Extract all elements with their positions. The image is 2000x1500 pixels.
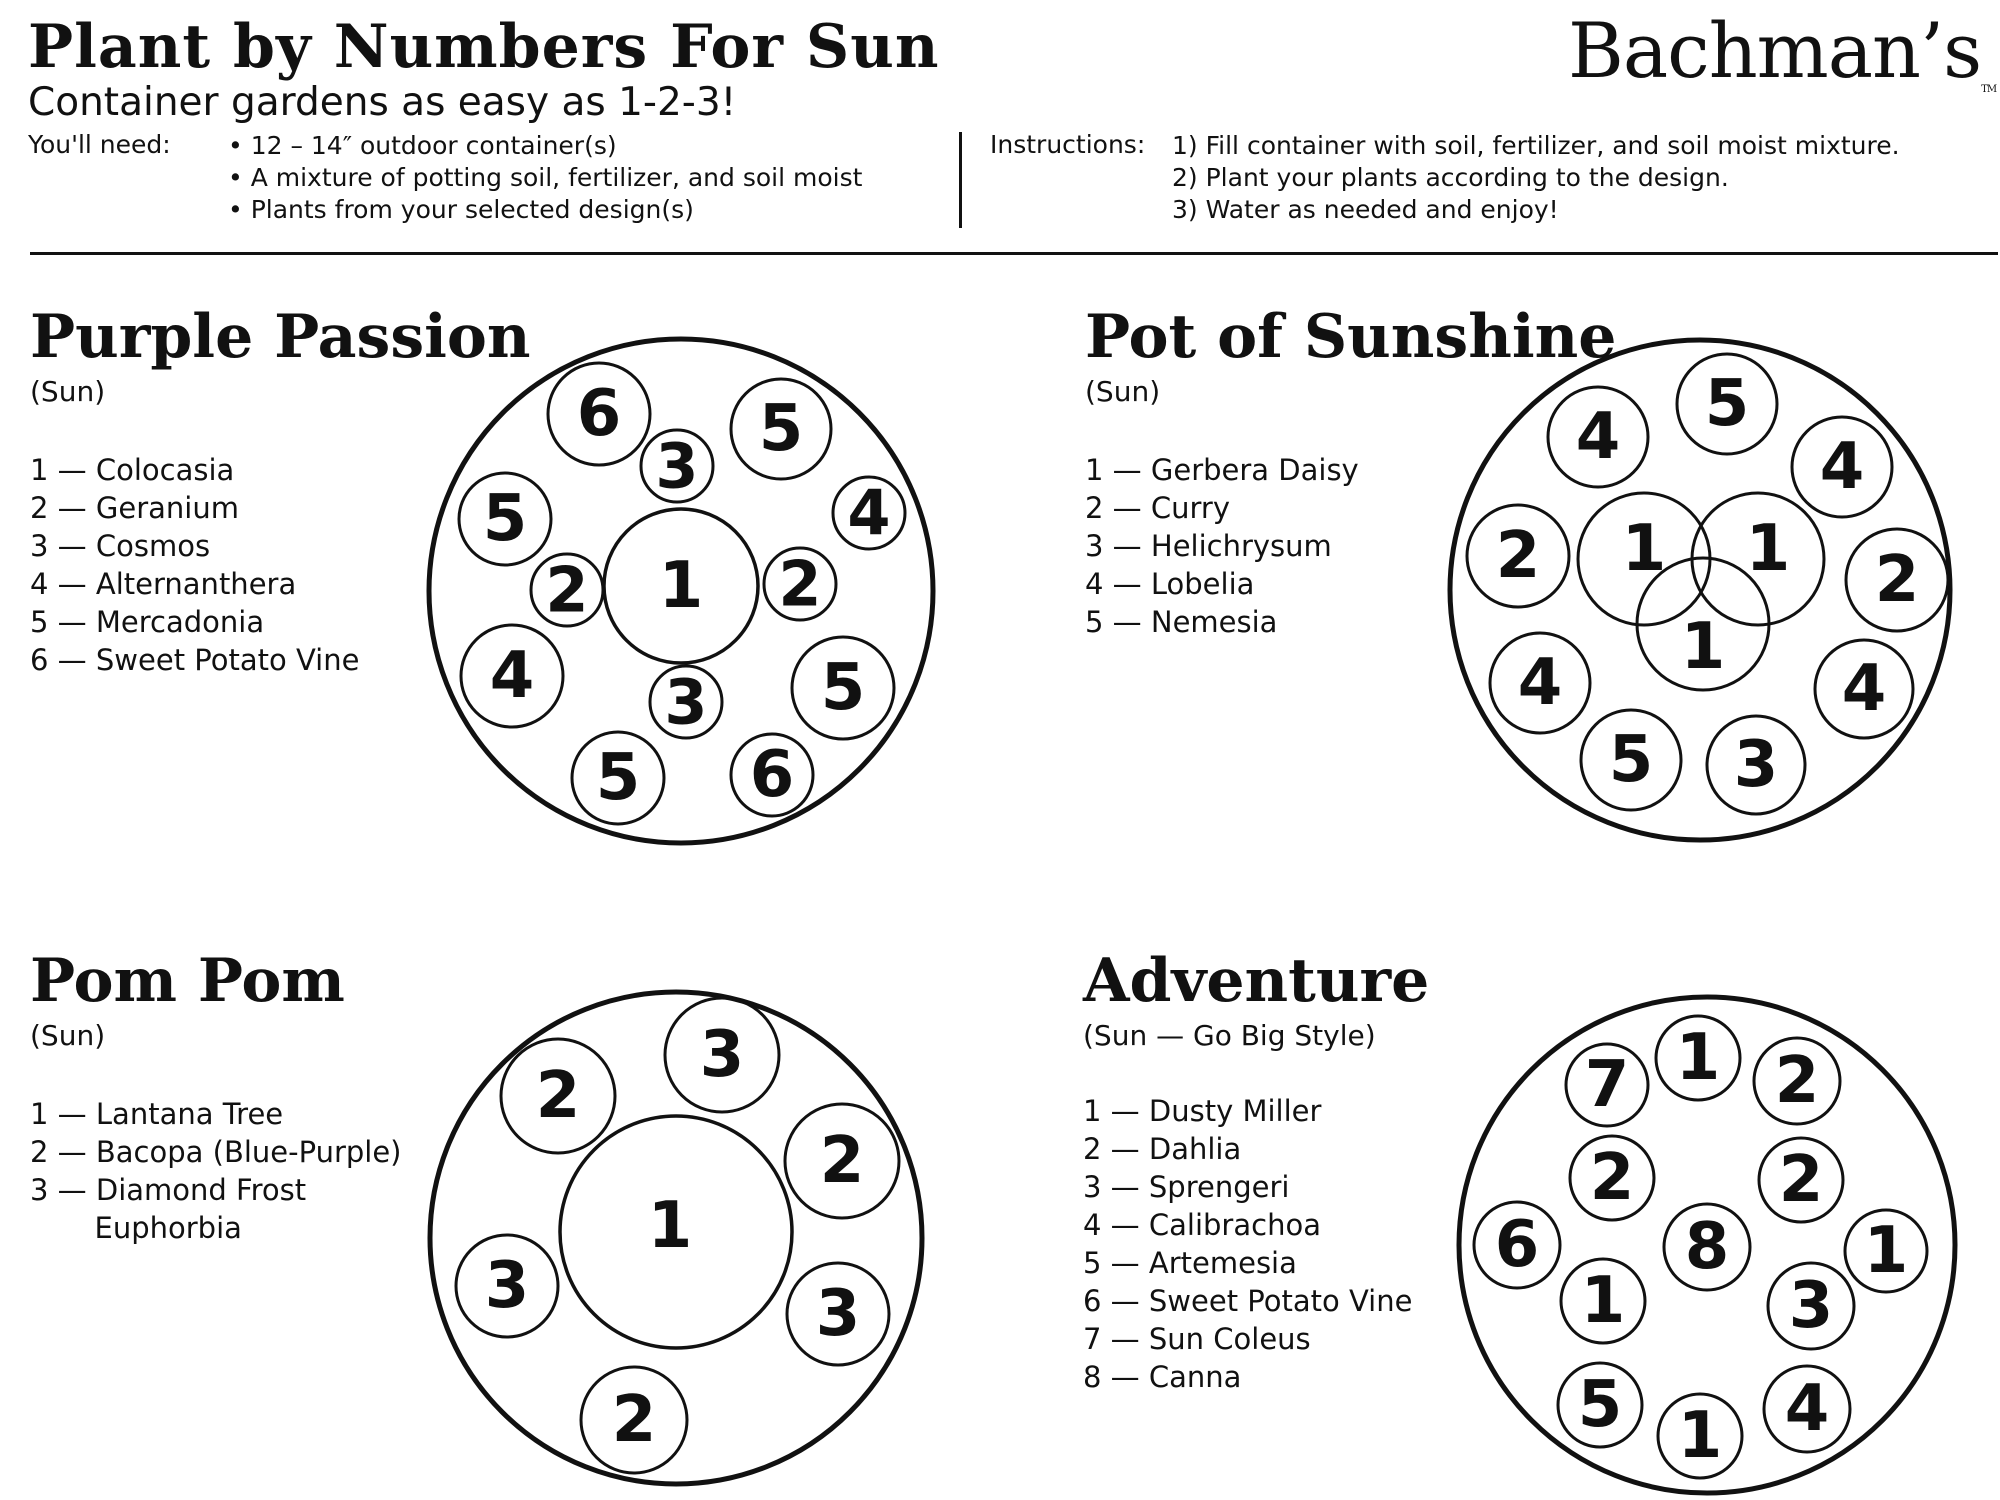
plant-number: 4 xyxy=(847,476,891,550)
plant-number: 2 xyxy=(545,553,589,627)
plant-number: 4 xyxy=(489,639,535,713)
plant-number: 3 xyxy=(484,1249,530,1323)
legend-item: Euphorbia xyxy=(30,1211,242,1245)
instruction-step: 1) Fill container with soil, fertilizer, and soil moist mixture. xyxy=(1172,131,1900,160)
plant-number: 1 xyxy=(647,1189,693,1263)
legend-item: 1 — Colocasia xyxy=(30,453,235,487)
plant-number: 4 xyxy=(1575,400,1621,474)
plant-number: 8 xyxy=(1684,1210,1730,1284)
plant-spot xyxy=(1664,1204,1750,1290)
legend-item: 1 — Dusty Miller xyxy=(1083,1094,1322,1128)
plant-number: 2 xyxy=(778,547,822,621)
needs-label: You'll need: xyxy=(28,130,171,159)
legend-item: 2 — Bacopa (Blue-Purple) xyxy=(30,1135,402,1169)
plant-spot xyxy=(1561,1259,1645,1343)
plant-spot xyxy=(1570,1136,1654,1220)
legend-item: 3 — Diamond Frost xyxy=(30,1173,307,1207)
instructions-label: Instructions: xyxy=(990,130,1146,159)
legend-item: 6 — Sweet Potato Vine xyxy=(1083,1284,1413,1318)
plant-number: 2 xyxy=(1778,1143,1824,1217)
legend-item: 3 — Cosmos xyxy=(30,529,211,563)
plant-number: 4 xyxy=(1517,646,1563,720)
plant-number: 1 xyxy=(1863,1214,1909,1288)
logo-text: Bachman’s xyxy=(1568,6,1982,95)
plant-spot xyxy=(1558,1363,1642,1447)
plant-spot xyxy=(1768,1263,1854,1349)
plant-number: 2 xyxy=(1774,1044,1820,1118)
needs-item: • 12 – 14″ outdoor container(s) xyxy=(228,131,617,160)
design-subtitle: (Sun) xyxy=(30,1019,106,1052)
plant-number: 7 xyxy=(1584,1048,1630,1122)
plant-number: 2 xyxy=(1495,519,1541,593)
legend-item: 4 — Alternanthera xyxy=(30,567,297,601)
plant-number: 2 xyxy=(819,1124,865,1198)
instruction-step: 3) Water as needed and enjoy! xyxy=(1172,195,1559,224)
instruction-step: 2) Plant your plants according to the design. xyxy=(1172,163,1729,192)
page-subtitle: Container gardens as easy as 1-2-3! xyxy=(28,80,737,125)
plant-number: 1 xyxy=(1745,512,1791,586)
design-subtitle: (Sun — Go Big Style) xyxy=(1083,1019,1376,1052)
legend-item: 2 — Curry xyxy=(1085,491,1231,525)
plant-number: 1 xyxy=(1677,1399,1723,1473)
design-title: Pot of Sunshine xyxy=(1085,302,1617,372)
legend-item: 3 — Sprengeri xyxy=(1083,1170,1290,1204)
design-subtitle: (Sun) xyxy=(1085,375,1161,408)
plant-number: 2 xyxy=(1589,1141,1635,1215)
needs-item: • A mixture of potting soil, fertilizer, and soil moist xyxy=(228,163,863,192)
plant-number: 1 xyxy=(1680,610,1726,684)
plant-number: 3 xyxy=(699,1018,745,1092)
plant-number: 6 xyxy=(1494,1208,1540,1282)
plant-number: 2 xyxy=(535,1059,581,1133)
plant-spot xyxy=(1656,1016,1740,1100)
plant-spot xyxy=(1759,1138,1843,1222)
plant-number: 5 xyxy=(1608,723,1654,797)
legend-item: 5 — Mercadonia xyxy=(30,605,265,639)
plant-number: 3 xyxy=(655,429,699,503)
plant-number: 5 xyxy=(1577,1368,1623,1442)
plant-number: 3 xyxy=(664,665,708,739)
plant-number: 1 xyxy=(658,549,704,623)
page-title: Plant by Numbers For Sun xyxy=(28,12,940,82)
plant-spot xyxy=(1754,1038,1840,1124)
legend-item: 4 — Lobelia xyxy=(1085,567,1255,601)
plant-spot xyxy=(1566,1044,1648,1126)
needs-item: • Plants from your selected design(s) xyxy=(228,195,694,224)
legend-item: 5 — Nemesia xyxy=(1085,605,1278,639)
design-title: Purple Passion xyxy=(30,302,531,372)
design-subtitle: (Sun) xyxy=(30,375,106,408)
legend-item: 8 — Canna xyxy=(1083,1360,1242,1394)
legend-item: 2 — Geranium xyxy=(30,491,239,525)
plant-number: 4 xyxy=(1819,430,1865,504)
plant-spot xyxy=(1764,1366,1850,1452)
plant-number: 3 xyxy=(1733,728,1779,802)
logo-trademark: TM xyxy=(1981,84,1997,95)
plant-spot xyxy=(1845,1210,1927,1292)
plant-number: 3 xyxy=(1788,1269,1834,1343)
legend-item: 3 — Helichrysum xyxy=(1085,529,1332,563)
plant-number: 6 xyxy=(576,377,622,451)
legend-item: 5 — Artemesia xyxy=(1083,1246,1297,1280)
plant-number: 2 xyxy=(611,1383,657,1457)
plant-number: 5 xyxy=(820,651,866,725)
design-title: Adventure xyxy=(1083,946,1430,1016)
plant-number: 5 xyxy=(1704,367,1750,441)
legend-item: 4 — Calibrachoa xyxy=(1083,1208,1321,1242)
plant-number: 1 xyxy=(1675,1021,1721,1095)
plant-number: 2 xyxy=(1874,543,1920,617)
legend-item: 6 — Sweet Potato Vine xyxy=(30,643,360,677)
plant-number: 5 xyxy=(595,741,641,815)
plant-number: 1 xyxy=(1621,512,1667,586)
plant-number: 6 xyxy=(749,738,795,812)
plant-number: 1 xyxy=(1580,1264,1626,1338)
legend-item: 1 — Gerbera Daisy xyxy=(1085,453,1359,487)
plant-number: 5 xyxy=(482,482,528,556)
legend-item: 1 — Lantana Tree xyxy=(30,1097,284,1131)
plant-number: 4 xyxy=(1784,1372,1830,1446)
plant-number: 5 xyxy=(758,392,804,466)
plant-number: 4 xyxy=(1841,652,1887,726)
plant-spot xyxy=(1474,1202,1560,1288)
legend-item: 7 — Sun Coleus xyxy=(1083,1322,1311,1356)
plant-number: 3 xyxy=(815,1277,861,1351)
plant-spot xyxy=(1658,1394,1742,1478)
design-title: Pom Pom xyxy=(30,946,345,1016)
legend-item: 2 — Dahlia xyxy=(1083,1132,1242,1166)
